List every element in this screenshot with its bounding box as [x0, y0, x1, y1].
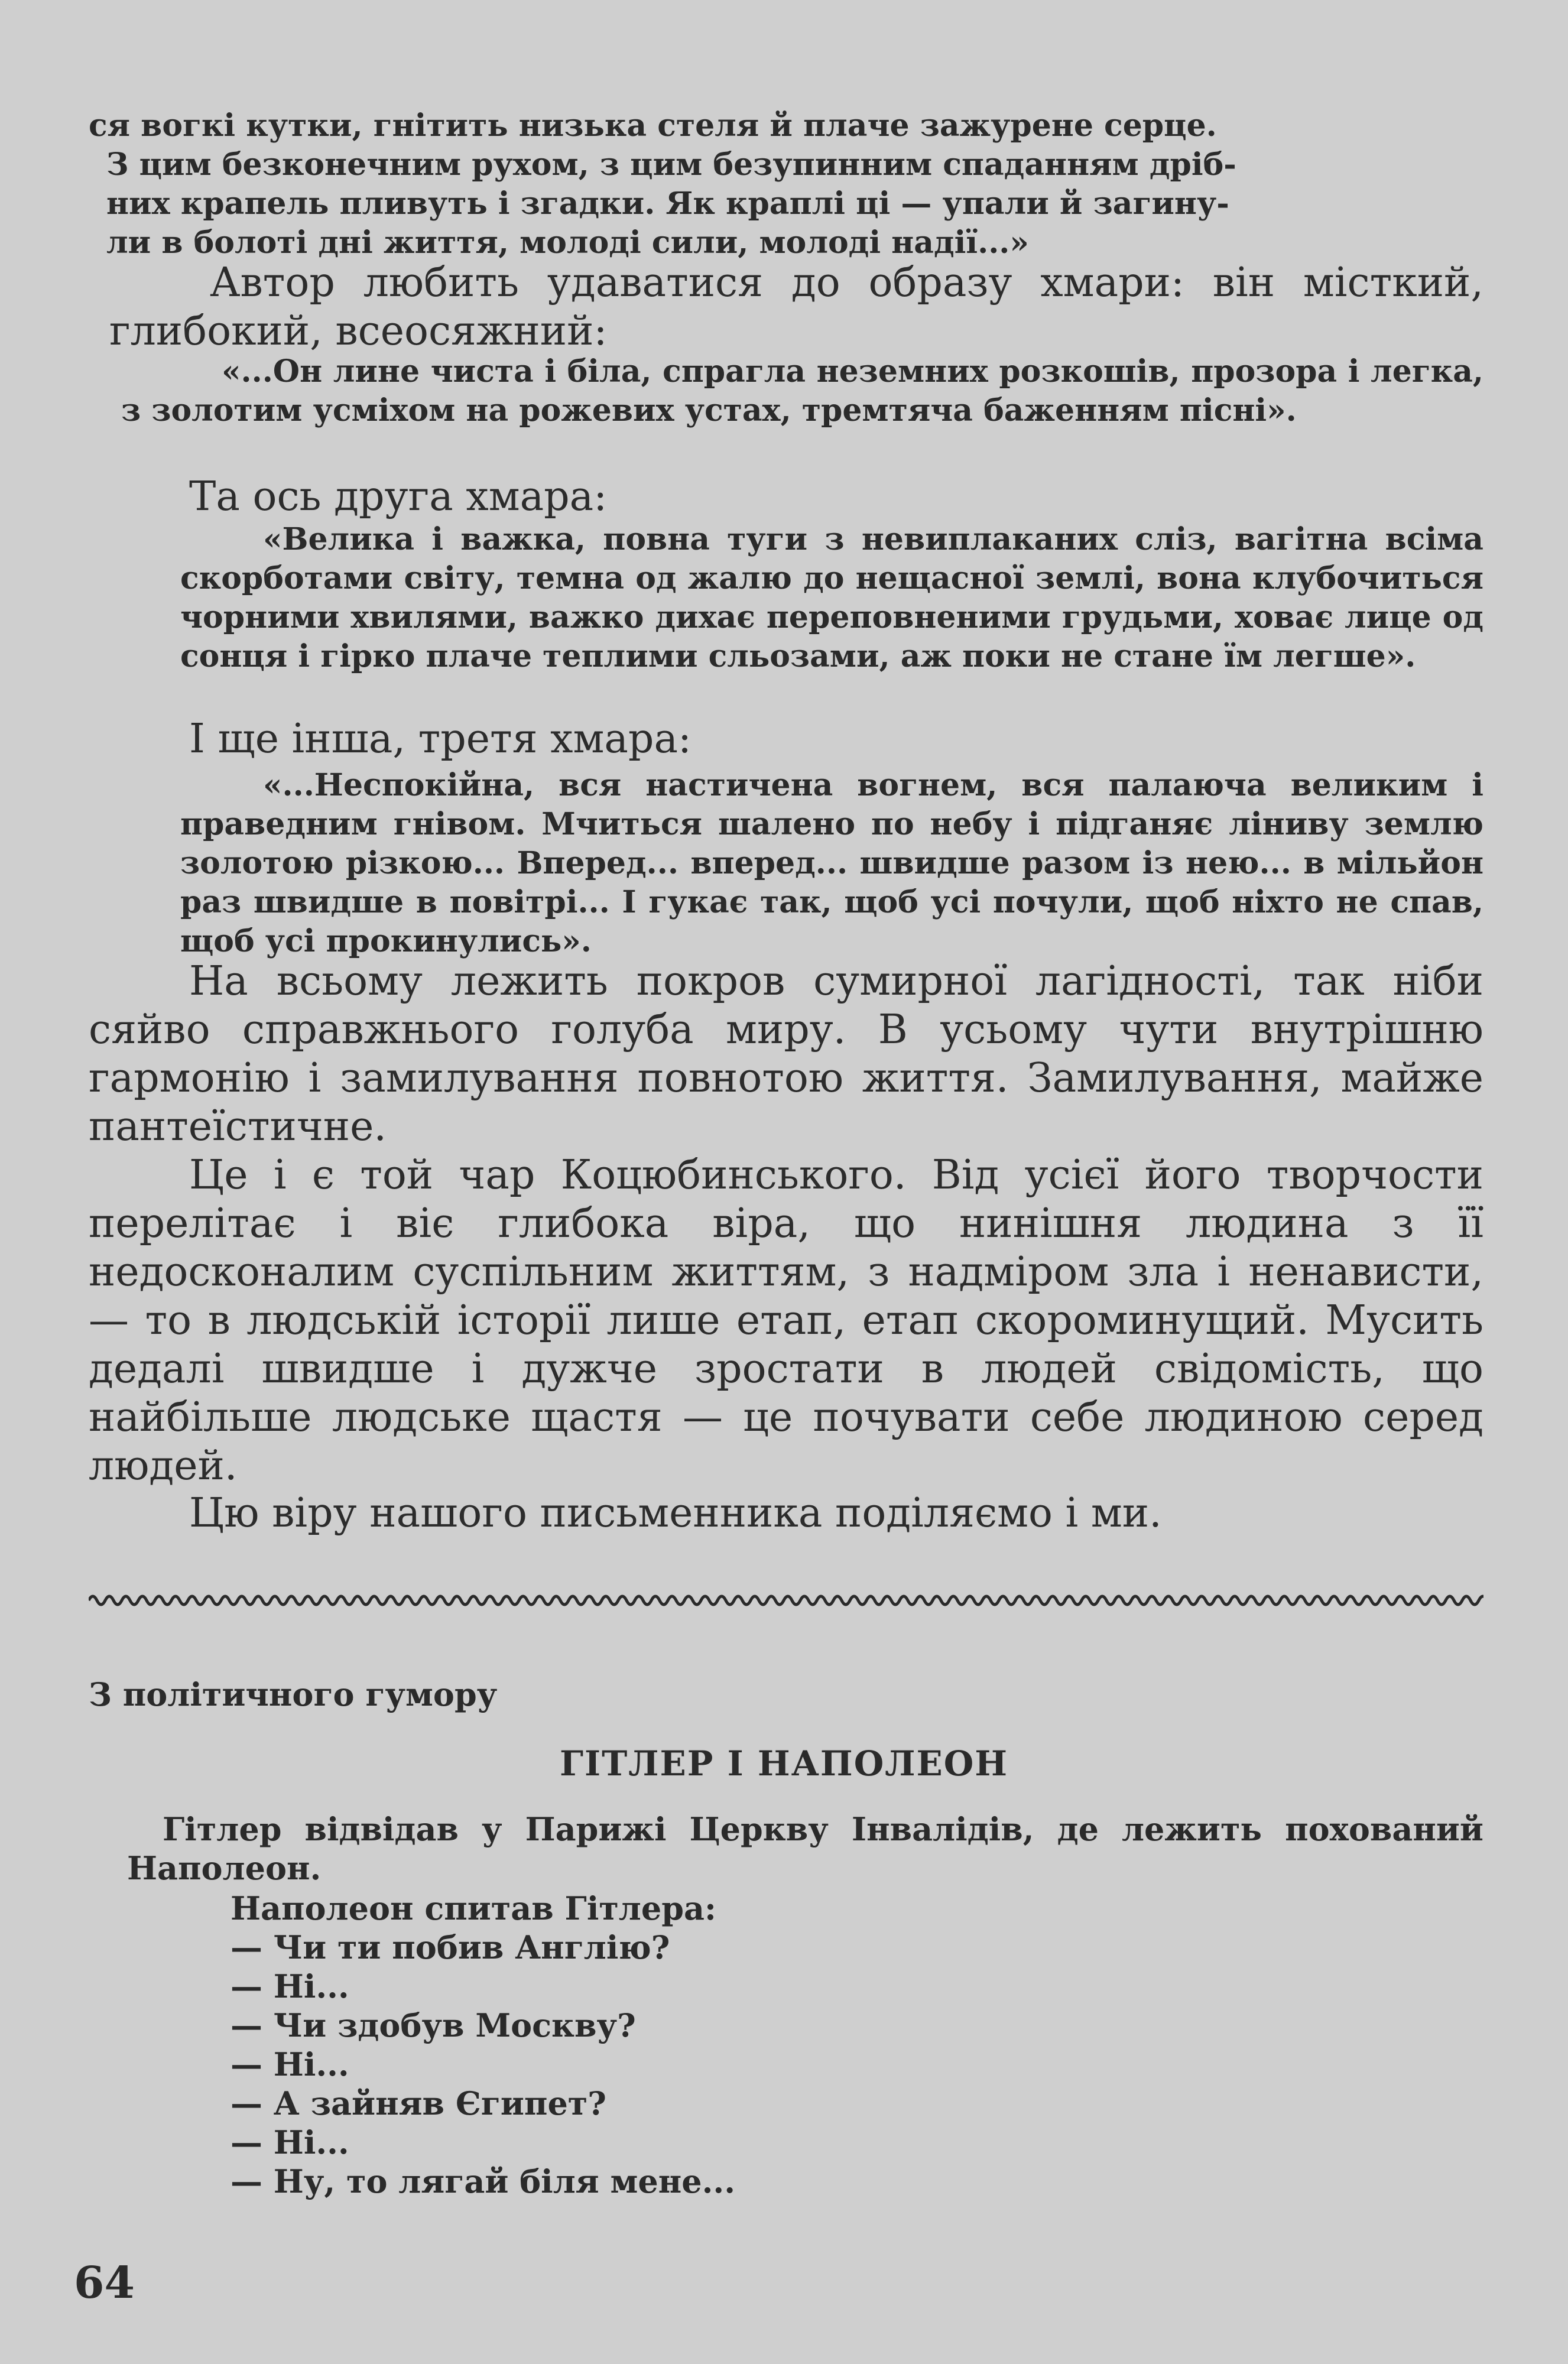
wavy-divider [89, 1590, 1483, 1611]
quote-second-cloud [180, 520, 1483, 676]
paragraph-text: Це і є той чар Коцюбинського. Від усієї його творчости перелітає і віє глибока віра, що нинішня людина з її недосконалим суспільним життям, з надміром зла і ненависти, — то в людській історії лише етап, етап скороминущий. Мусить дедалі швидше і дужче зростати в людей свідомість, що найбільше людське щастя — це почувати себе людиною серед людей. [89, 1152, 1483, 1489]
paragraph-third-cloud [89, 715, 1483, 764]
dialogue-line: — Чи здобув Москву? [231, 2006, 636, 2044]
quote-line: З цим безконечним рухом, з цим безупинним спаданням дріб- [106, 147, 1236, 183]
paragraph-text: І ще інша, третя хмара: [189, 716, 692, 762]
dialogue-line: — Чи ти побив Англію? [231, 1928, 670, 1966]
paragraph-text: Гітлер відвідав у Парижі Церкву Інвалідів, де лежить похований Наполеон. [127, 1810, 1483, 1887]
dialogue-line: Наполеон спитав Гітлера: [231, 1889, 716, 1927]
dialogue-line: — Ні... [231, 1967, 349, 2005]
quote-first-cloud [121, 352, 1483, 430]
dialogue-line: — Ні... [231, 2123, 349, 2161]
paragraph-faith [89, 1489, 1483, 1538]
quote-third-cloud [180, 766, 1483, 961]
dialogue-line: — Ну, то лягай біля мене... [231, 2162, 736, 2200]
quote-continuation [89, 106, 1483, 262]
paragraph-second-cloud [89, 473, 1483, 521]
quote-line: ли в болоті дні життя, молоді сили, молоді надії...» [106, 225, 1029, 261]
dialogue-line: — А зайняв Єгипет? [231, 2084, 606, 2122]
paragraph-text: На всьому лежить покров сумирної лагідності, так ніби сяйво справжнього голуба миру. В усьому чути внутрішню гармонію і замилування повнотою життя. Замилування, майже пантеїстичне. [89, 958, 1483, 1150]
paragraph-harmony [89, 957, 1483, 1151]
quote-text: «...Он лине чиста і біла, спрагла неземних розкошів, прозора і легка, з золотим усміхом на рожевих устах, тремтяча баженням пісні». [121, 353, 1483, 428]
quote-text: «Велика і важка, повна туги з невиплаканих сліз, вагітна всіма скорботами світу, темна од жалю до нещасної землі, вона клубочиться чорними хвилями, важко дихає переповненими грудьми, ховає лице од сонця і гірко плаче теплими сльозами, аж поки не стане їм легше». [180, 521, 1483, 674]
section-heading: З політичного гумору [89, 1675, 498, 1713]
story-title: ГІТЛЕР І НАПОЛЕОН [559, 1743, 1009, 1784]
quote-line: ся вогкі кутки, гнітить низька стеля й плаче зажурене серце. [89, 108, 1217, 144]
story-intro [127, 1810, 1483, 1888]
paragraph-text: Автор любить удаватися до образу хмари: він місткий, глибокий, всеосяжний: [109, 259, 1483, 355]
paragraph-cloud-intro [109, 259, 1483, 356]
dialogue-line: — Ні... [231, 2045, 349, 2083]
quote-line: них крапель пливуть і згадки. Як краплі ці — упали й загину- [106, 186, 1229, 222]
paragraph-charm [89, 1151, 1483, 1491]
page-number: 64 [74, 2258, 135, 2308]
paragraph-text: Та ось друга хмара: [189, 473, 608, 520]
paragraph-text: Цю віру нашого письменника поділяємо і ми. [189, 1490, 1162, 1537]
quote-text: «...Неспокійна, вся настичена вогнем, вся палаюча великим і праведним гнівом. Мчиться шалено по небу і підганяє ліниву землю золотою різкою... Вперед... вперед... швидше разом із нею... в мільйон раз швидше в повітрі... І гукає так, щоб усі почули, щоб ніхто не спав, щоб усі прокинулись». [180, 767, 1483, 959]
dialogue [89, 1889, 1483, 2201]
